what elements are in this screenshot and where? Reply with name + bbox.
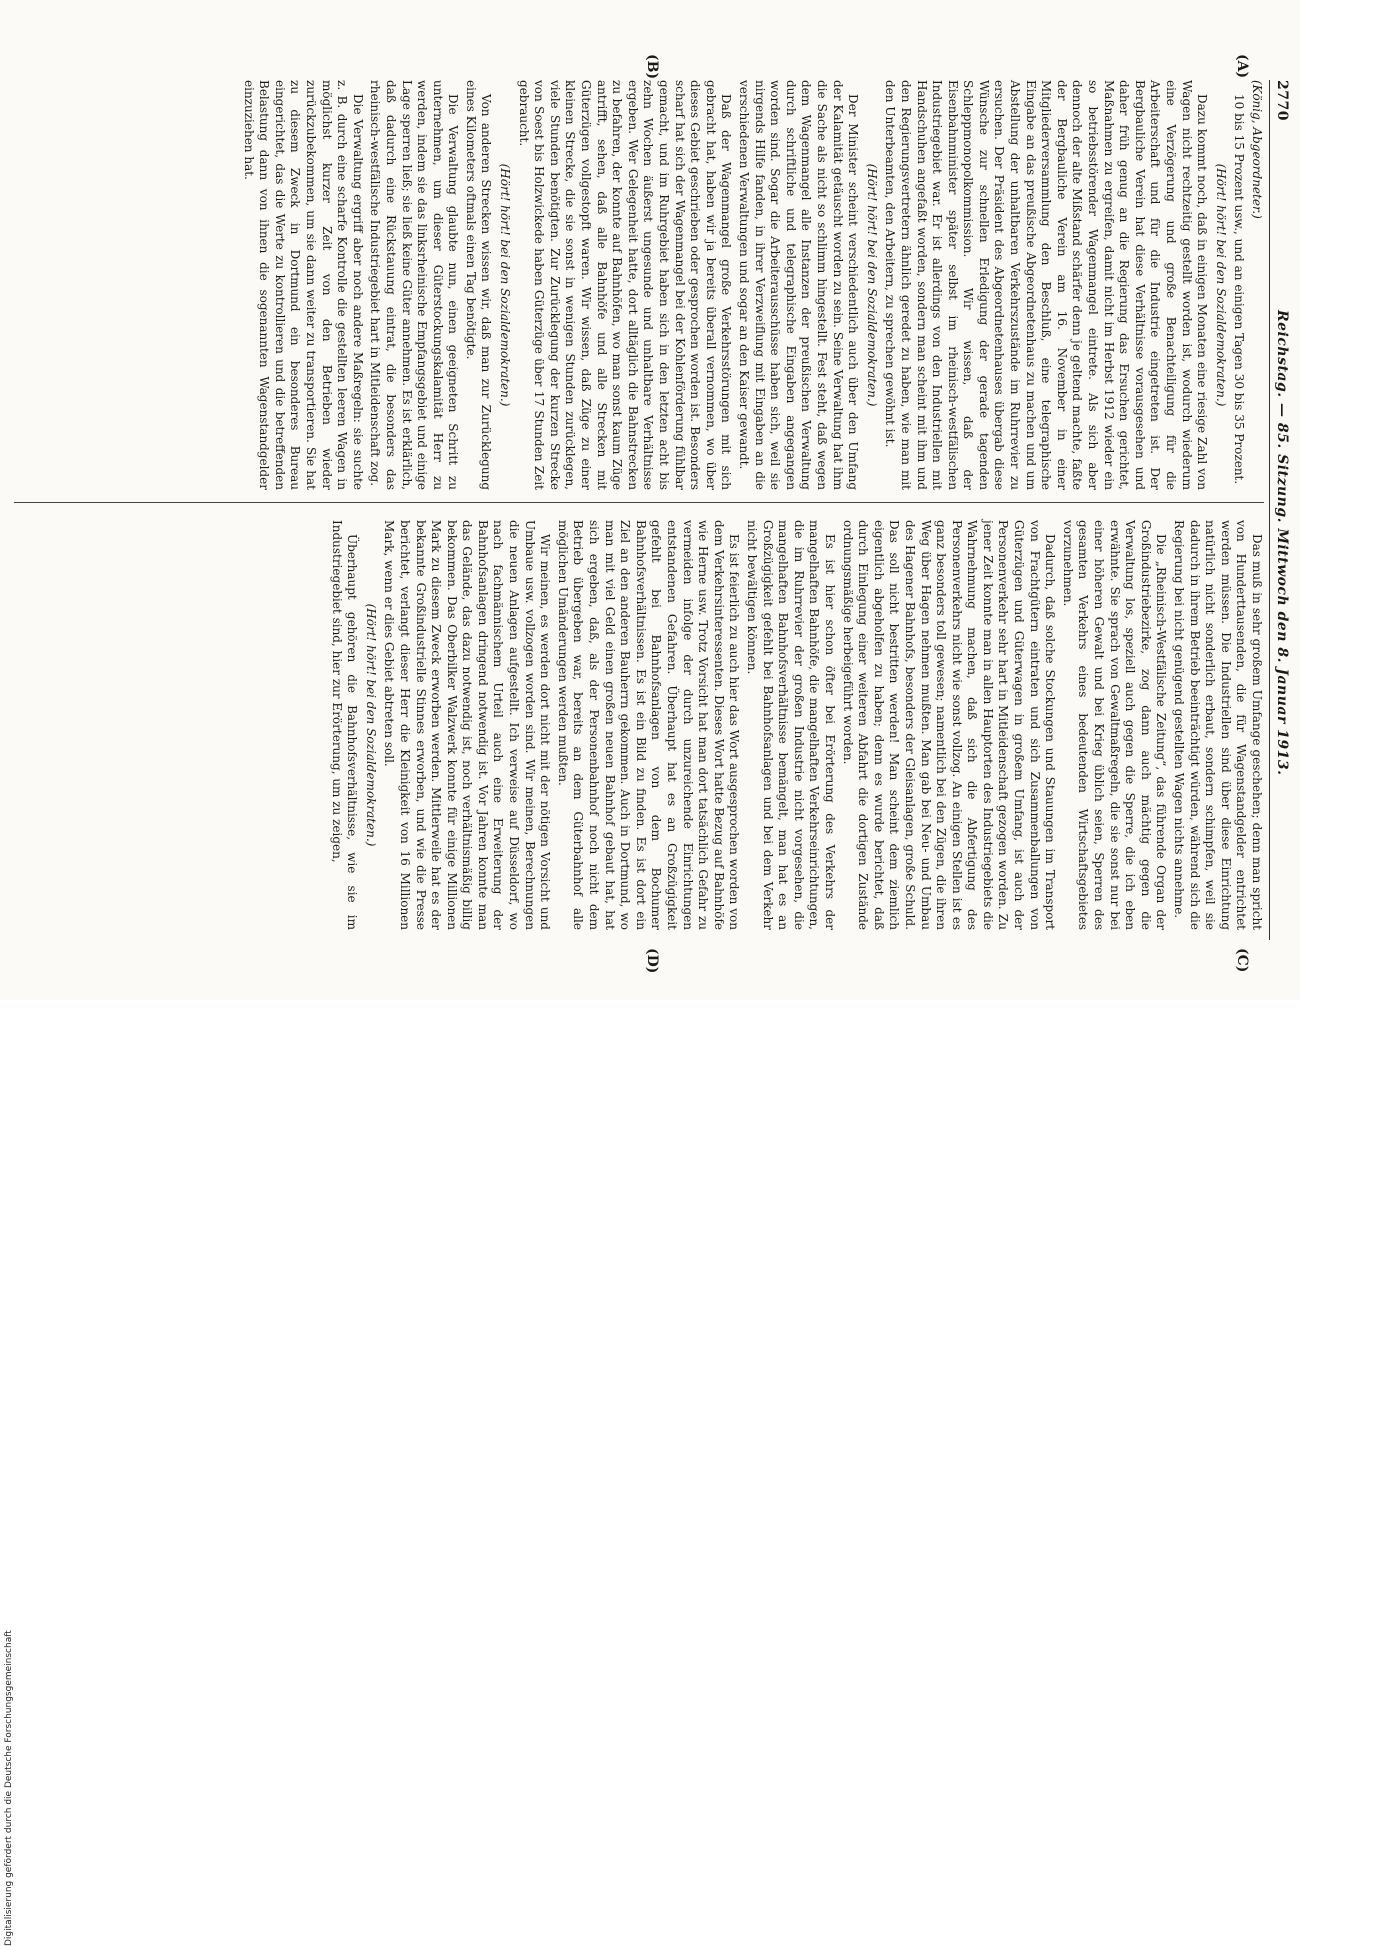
interjection: (Hört! hört! bei den Sozialdemokraten.) <box>498 163 513 407</box>
paragraph: Überhaupt gehören die Bahnhofsverhältnisse, wie sie im Industriegebiet sind, hier zur Erörterung, um zu zeigen, <box>329 520 360 930</box>
paragraph: Wir meinen, es werden dort nicht mit der nötigen Vorsicht und Umbaue usw. vollzogen worden sind. Wir meinen, Berechnungen die neuen Anlagen aufgestellt. Ich verweise auf Düsseldorf, wo nach fachmännischem Urteil auch eine Erweiterung der Bahnhofsanlagen dringend notwendig ist. Vor Jahren konnte man das Gelände, das dazu notwendig ist, noch verhältnismäßig billig bekommen. Das Oberbilker Walzwerk konnte für einige Millionen Mark zu diesem Zweck erworben werden. Mittlerweile hat es der bekannte Großindustrielle Stinnes erworben, und wie die Presse berichtet, verlangt dieser Herr die Kleinigkeit von 16 Millionen Mark, wenn er dies Gebiet abtreten soll. <box>382 520 553 930</box>
header-rule <box>1269 80 1270 940</box>
paragraph: Die Verwaltung ergriff aber noch andere Maßregeln: sie suchte z. B. durch eine scharfe Kontrolle die gestellten leeren Wagen in möglichst kurzer Zeit von den Betrieben wieder zurückzubekommen, um sie dann weiter zu transportieren. Sie hat zu diesem Zweck in Dortmund ein besonderes Bureau eingerichtet, das die Werte zu kontrollieren und die betreffenden Belastung dann von ihnen die sogenannten Wagenstandgelder einzuziehen hat. <box>241 80 365 490</box>
paragraph: Es ist hier schon öfter bei Erörterung des Verkehrs der mangelhaften Bahnhöfe, die mangelhaften Verkehrseinrichtungen, die im Ruhrrevier der großen Industrie nicht vorgesehen, die mangelhaften Bahnhofsverhältnisse bemängelt, man hat es an Großzügigkeit gefehlt bei Bahnhofsanlagen und bei dem Verkehr nicht bewältigen können. <box>745 520 837 930</box>
speaker-note: (König, Abgeordneter.) <box>1250 80 1264 219</box>
paragraph: Es ist feierlich zu auch hier das Wort ausgesprochen worden von dem Verkehrsinteressenten. Dieses Wort hatte Bezug auf Bahnhöfe wie Herne usw. Trotz Vorsicht hat man dort tatsächlich Gefahr zu vermeiden infolge der durch unzureichende Einrichtungen entstandenen Gefahren. Überhaupt hat es an Großzügigkeit gefehlt bei Bahnhofsanlagen von dem Bochumer Bahnhofsverhältnissen. Es ist ein Bild zu finden. Es ist dort ein Ziel an den anderen Bauherrn gekommen. Auch in Dortmund, wo man mit viel Geld einen großen neuen Bahnhof gebaut hat, hat sich ergeben, daß, als der Personenbahnhof noch nicht dem Betrieb übergeben war, bereits an dem Güterbahnhof alle möglichen Umänderungen werden mußten. <box>555 520 742 931</box>
paragraph: Das muß in sehr großem Umfange geschehen; denn man spricht von Hunderttausenden, die für Wagenstandgelder entrichtet werden müssen. Die Industriellen sind über diese Einrichtung natürlich nicht sonderlich erbaut, sondern schimpfen, weil sie dadurch in ihrem Betrieb beeinträchtigt würden, während sich die Regierung bei nicht genügend gestellten Wagen nichts annehme. <box>1172 520 1264 930</box>
interjection: (Hört! hört! bei den Sozialdemokraten.) <box>1213 163 1228 407</box>
column-divider <box>14 502 1264 503</box>
paragraph: Von anderen Strecken wissen wir, daß man zur Zurücklegung eines Kilometers oftmals einen Tag benötigte. <box>463 80 494 490</box>
page-number: 2770 <box>1274 80 1290 121</box>
running-title: Reichstag. — 85. Sitzung. Mittwoch den 8. Januar 1913. <box>1274 310 1290 776</box>
paragraph: Dadurch, daß solche Stockungen und Stauungen im Transport von Frachtgütern eintraten und sich Zusammenballungen von Güterzügen und Güterwagen in großem Umfang, ist auch der Personenverkehr sehr hart in Mitleidenschaft gezogen worden. Zu jener Zeit konnte man in allen Hauptorten des Industriegebiets die Wahrnehmung machen, daß sich die Abfertigung des Personenverkehrs nicht wie sonst vollzog. An einigen Stellen ist es ganz besonders toll gewesen; namentlich bei den Zügen, die ihren Weg über Hagen nehmen mußten. Man gab bei Neu- und Umbau des Hagener Bahnhofs, besonders der Gleisanlagen, große Schuld. Das soll nicht bestritten werden! Man scheint dem ziemlich eigentlich abgeholfen zu haben; denn es wurde berichtet, daß durch Einlegung einer weiteren Abfahrt die dortigen Zustände ordnungsmäßige herbeigeführt worden. <box>840 520 1058 930</box>
paragraph: Der Minister scheint verschiedentlich auch über den Umfang der Kalamität getäuscht worden zu sein. Seine Verwaltung hat ihm die Sache als nicht so schlimm hingestellt. Fest steht, daß wegen dem Wagenmangel alle Instanzen der preußischen Verwaltung durch schriftliche und telegraphische Eingaben angegangen worden sind. Sogar die Arbeiterausschüsse haben sich, weil sie nirgends Hilfe fanden, in ihrer Verzweiflung mit Eingaben an die verschiedenen Verwaltungen und sogar an den Kaiser gewandt. <box>737 80 861 490</box>
margin-marker-a: (A) <box>1234 54 1250 79</box>
left-text-column <box>238 80 1264 490</box>
paragraph: Die Verwaltung glaubte nun, einen geeigneten Schritt zu unternehmen, um dieser Güterstockungskalamität Herr zu werden, indem sie das linksrheinische Empfangsgebiet und einige Lage sperren ließ; sie ließ keine Güter annehmen. Es ist erklärlich, daß dadurch eine Rückstauung eintrat, die besonders das rheinisch-westfälische Industriegebiet hart in Mitleidenschaft zog. <box>368 80 461 491</box>
paragraph: Dazu kommt noch, daß in einigen Monaten eine riesige Zahl von Wagen nicht rechtzeitig gestellt worden ist, wodurch wiederum eine Verzögerung und große Benachteiligung für die Arbeiterschaft und für die Industrie eingetreten ist. Der Bergbauliche Verein hat diese Verhältnisse vorausgesehen und daher früh genug an die Regierung das Ersuchen gerichtet, Maßnahmen zu ergreifen, damit nicht im Herbst 1912 wieder ein so betriebsstörender Wagenmangel eintrete. Als sich aber dennoch der alte Mißstand schärfer denn je geltend machte, faßte der Bergbauliche Verein am 16. November in einer Mitgliederversammlung den Beschluß, eine telegraphische Eingabe an das preußische Abgeordnetenhaus zu machen und um Abstellung der unhaltbaren Verkehrszustände im Ruhrrevier zu ersuchen. Der Präsident des Abgeordnetenhauses übergab diese Wünsche zur schnellen Erledigung der gerade tagenden Schleppmonopolkommission. Wir wissen, daß der Eisenbahnminister später selbst im rheinisch-westfälischen Industriegebiet war. Er ist allerdings von den Industriellen mit Handschuhen angefaßt worden, sondern man scheint mit ihm und den Regierungsvertretern ähnlich geredet zu haben, wie man mit den Unterbeamten, den Arbeitern, zu sprechen gewöhnt ist. <box>883 80 1210 490</box>
margin-marker-d: (D) <box>644 948 660 974</box>
margin-marker-b: (B) <box>644 54 660 80</box>
margin-marker-c: (C) <box>1234 948 1250 973</box>
rotated-document-page <box>0 0 1300 1000</box>
page-header <box>1268 80 1292 940</box>
paragraph: 10 bis 15 Prozent usw., und an einigen Tagen 30 bis 35 Prozent. <box>1232 94 1247 485</box>
paragraph: Die „Rheinisch-Westfälische Zeitung“, das führende Organ der Großindustriebezirke, zog dann auch mächtig gegen die Verwaltung los, speziell auch gegen die Sperre, die ich eben erwähnte. Sie sprach von Gewaltmaßregeln, die sie sonst nur bei einer höheren Gewalt und bei Krieg üblich seien, Sperren des gesamten Verkehrs eines bedeutenden Wirtschaftsgebietes vorzunehmen. <box>1060 520 1169 930</box>
right-text-column <box>326 520 1264 930</box>
interjection: (Hört! hört! bei den Sozialdemokraten.) <box>363 603 378 847</box>
credit-text: Digitalisierung gefördert durch die Deutsche Forschungsgemeinschaft <box>4 1630 14 1946</box>
paragraph: Daß der Wagenmangel große Verkehrsstörungen mit sich gebracht hat, haben wir ja bereits überall vernommen, wo über dieses Gebiet geschrieben oder gesprochen worden ist. Besonders scharf hat sich der Wagenmangel bei der Kohlenförderung fühlbar gemacht, und im Ruhrgebiet haben sich in den letzten acht bis zehn Wochen äußerst ungesunde und unhaltbare Verhältnisse ergeben. Wer Gelegenheit hatte, dort alltäglich die Bahnstrecken zu befahren, der konnte auf Bahnhöfen, wo man sonst kaum Züge antrifft, sehen, daß alle Bahnhöfe und alle Strecken mit Güterzügen vollgestopft waren. Wir wissen, daß Züge zu einer kleinen Strecke, die sie sonst in wenigen Stunden zurücklegen, viele Stunden benötigten. Zur Zurücklegung der kurzen Strecke von Soest bis Holzwickede haben Güterzüge über 17 Stunden Zeit gebraucht. <box>516 80 734 490</box>
interjection: (Hört! hört! bei den Sozialdemokraten.) <box>864 163 879 407</box>
